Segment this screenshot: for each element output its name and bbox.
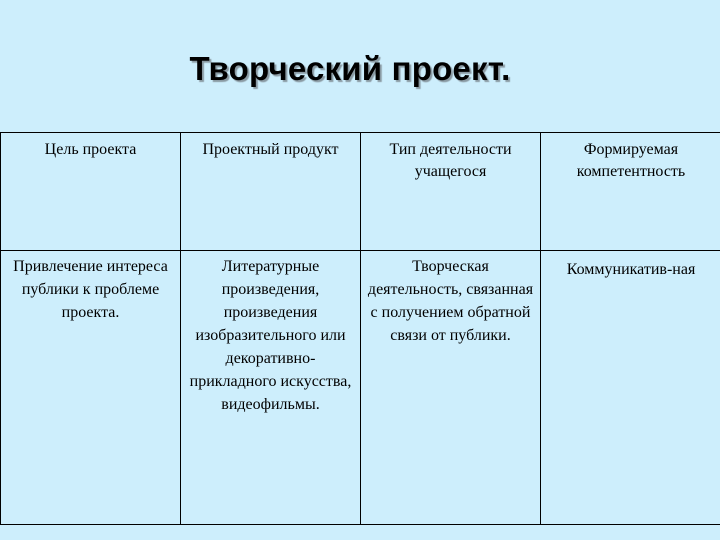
header-cell-goal: Цель проекта <box>1 133 181 251</box>
project-table <box>0 132 720 525</box>
slide-title: Творческий проект. <box>189 50 511 87</box>
header-cell-activity: Тип деятельности учащегося <box>361 133 541 251</box>
table-row <box>1 251 720 525</box>
header-cell-competence: Формируемая компетентность <box>541 133 720 251</box>
header-cell-product: Проектный продукт <box>181 133 361 251</box>
cell-goal: Привлечение интереса публики к проблеме проекта. <box>1 251 181 525</box>
competence-text: Коммуникатив-ная <box>566 261 696 278</box>
cell-activity: Творческая деятельность, связанная с получением обратной связи от публики. <box>361 251 541 525</box>
cell-competence <box>541 251 720 525</box>
cell-product: Литературные произведения, произведения изобразительного или декоративно-прикладного искусства, видеофильмы. <box>181 251 361 525</box>
table-header-row <box>1 133 720 251</box>
